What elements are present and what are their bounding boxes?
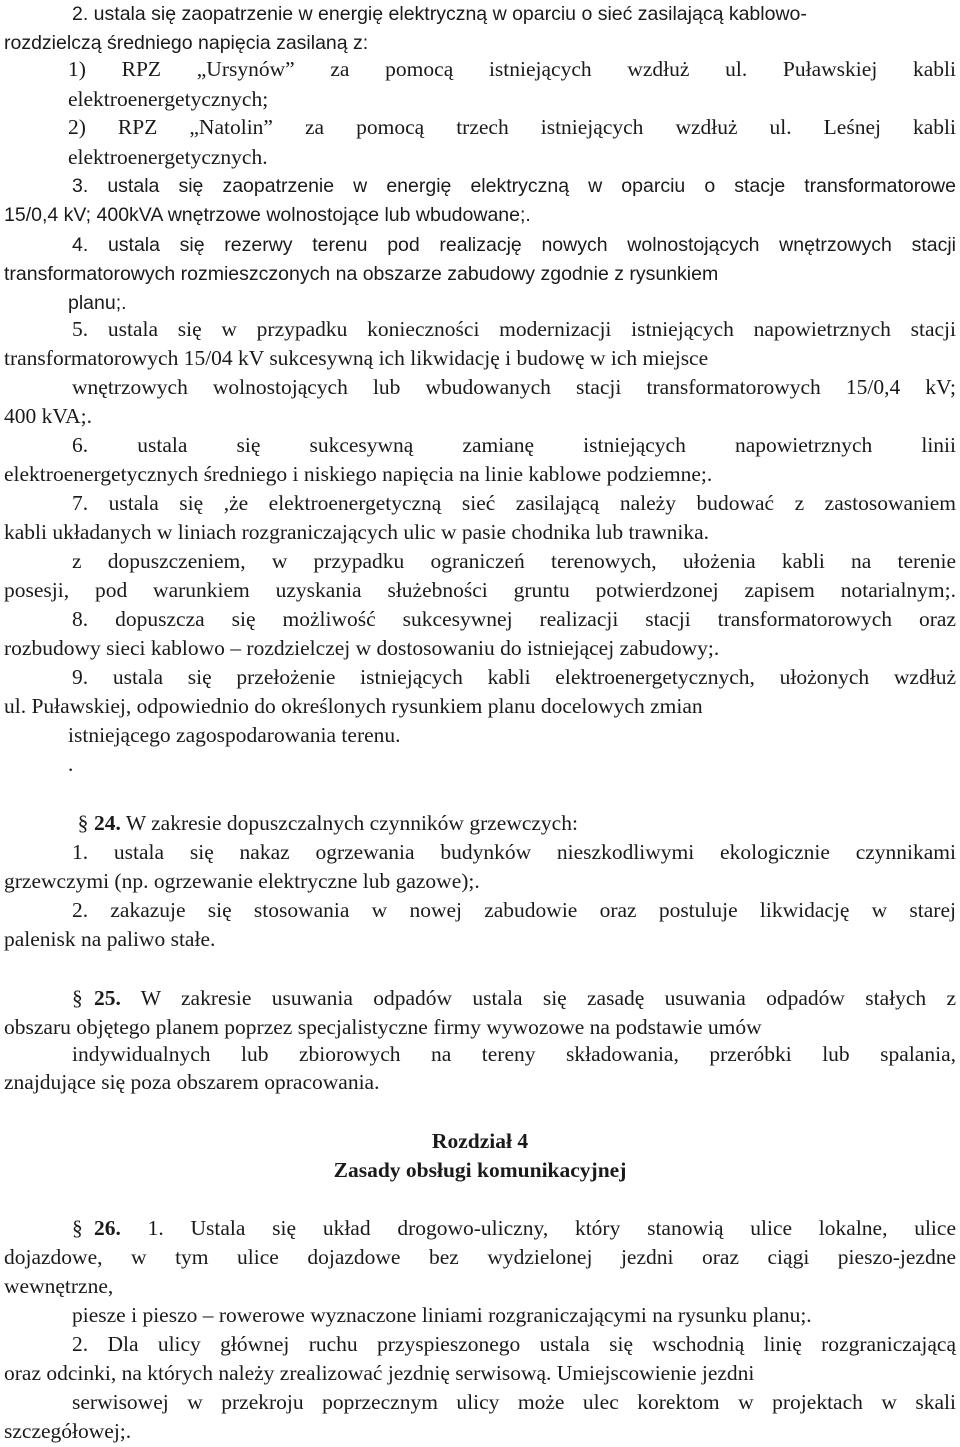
line-text: serwisowej w przekroju poprzecznym ulicy może ulec korektom w projektach w skali bbox=[72, 1390, 956, 1414]
line-text: 2) RPZ „Natolin” za pomocą trzech istniejących wzdłuż ul. Leśnej kabli bbox=[68, 115, 956, 139]
text-line bbox=[72, 489, 956, 518]
line-text: 1. Ustala się układ drogowo-uliczny, który stanowią ulice lokalne, ulice bbox=[120, 1216, 956, 1240]
chapter-heading bbox=[0, 1156, 960, 1185]
text-line bbox=[68, 289, 944, 318]
line-text: kabli układanych w liniach rozgraniczających ulic w pasie chodnika lub trawnika. bbox=[4, 520, 710, 544]
text-line bbox=[72, 0, 944, 29]
text-line bbox=[4, 1068, 944, 1097]
text-line bbox=[68, 85, 944, 114]
line-text: 9. ustala się przełożenie istniejących kabli elektroenergetycznych, ułożonych wzdłuż bbox=[72, 665, 956, 689]
line-text: obszaru objętego planem poprzez specjalistyczne firmy wywozowe na podstawie umów bbox=[4, 1015, 762, 1039]
text-line bbox=[4, 1272, 944, 1301]
text-line bbox=[68, 113, 956, 142]
text-line bbox=[4, 1013, 944, 1042]
text-line bbox=[4, 402, 944, 431]
line-text: posesji, pod warunkiem uzyskania służebności gruntu potwierdzonej zapisem notarialnym;. bbox=[4, 578, 956, 602]
text-line bbox=[4, 576, 956, 605]
line-text: Rozdział 4 bbox=[431, 1129, 529, 1153]
line-text: 8. dopuszcza się możliwość sukcesywnej realizacji stacji transformatorowych oraz bbox=[72, 607, 956, 631]
line-text: Zasady obsługi komunikacyjnej bbox=[333, 1158, 627, 1182]
text-line bbox=[72, 1388, 956, 1417]
text-line bbox=[4, 518, 944, 547]
line-text: 2. ustala się zaopatrzenie w energię elektryczną w oparciu o sieć zasilającą kablowo- bbox=[72, 3, 807, 25]
section-heading-line bbox=[72, 984, 956, 1013]
line-text: W zakresie usuwania odpadów ustala się zasadę usuwania odpadów stałych z bbox=[120, 986, 956, 1010]
line-text: 6. ustala się sukcesywną zamianę istniejących napowietrznych linii bbox=[72, 433, 956, 457]
line-text: 7. ustala się ,że elektroenergetyczną sieć zasilającą należy budować z zastosowaniem bbox=[72, 491, 956, 515]
text-line bbox=[72, 231, 956, 260]
line-text: 4. ustala się rezerwy terenu pod realizację nowych wolnostojących wnętrzowych stacji bbox=[72, 234, 956, 256]
text-line bbox=[72, 547, 956, 576]
text-line bbox=[4, 344, 944, 373]
line-text: palenisk na paliwo stałe. bbox=[4, 927, 216, 951]
line-text: 2. zakazuje się stosowania w nowej zabudowie oraz postuluje likwidację w starej bbox=[72, 898, 956, 922]
text-line bbox=[72, 172, 956, 201]
text-line bbox=[68, 143, 944, 172]
text-line bbox=[4, 29, 944, 58]
text-line bbox=[4, 925, 944, 954]
text-line bbox=[4, 201, 944, 230]
line-text: 5. ustala się w przypadku konieczności modernizacji istniejących napowietrznych stacji bbox=[72, 317, 956, 341]
line-text: istniejącego zagospodarowania terenu. bbox=[68, 723, 401, 747]
line-text: . bbox=[68, 752, 74, 776]
line-text: elektroenergetycznych. bbox=[68, 145, 268, 169]
line-text: rozdzielczą średniego napięcia zasilaną z: bbox=[4, 32, 369, 54]
line-text: transformatorowych 15/04 kV sukcesywną ich likwidację i budowę w ich miejsce bbox=[4, 346, 709, 370]
section-heading-line bbox=[72, 809, 944, 838]
chapter-heading bbox=[0, 1127, 960, 1156]
section-sign-icon: § bbox=[72, 986, 83, 1010]
line-text: 2. Dla ulicy głównej ruchu przyspieszonego ustala się wschodnią linię rozgraniczającą bbox=[72, 1332, 956, 1356]
text-line bbox=[72, 373, 956, 402]
section-sign-icon: § bbox=[72, 1216, 83, 1240]
line-text: wnętrzowych wolnostojących lub wbudowanych stacji transformatorowych 15/0,4 kV; bbox=[72, 375, 956, 399]
line-text: 1) RPZ „Ursynów” za pomocą istniejących wzdłuż ul. Puławskiej kabli bbox=[68, 57, 956, 81]
line-text: wewnętrzne, bbox=[4, 1274, 114, 1298]
line-text: transformatorowych rozmieszczonych na obszarze zabudowy zgodnie z rysunkiem bbox=[4, 263, 719, 285]
section-heading-line bbox=[72, 1214, 956, 1243]
line-text: rozbudowy sieci kablowo – rozdzielczej w dostosowaniu do istniejącej zabudowy;. bbox=[4, 636, 720, 660]
text-line bbox=[72, 605, 956, 634]
text-line bbox=[72, 838, 956, 867]
text-line bbox=[68, 750, 944, 779]
section-sign-icon: § bbox=[77, 811, 89, 835]
text-line bbox=[68, 721, 944, 750]
line-text: elektroenergetycznych; bbox=[68, 87, 269, 111]
line-text: znajdujące się poza obszarem opracowania. bbox=[4, 1070, 380, 1094]
text-line bbox=[72, 1040, 956, 1069]
text-line bbox=[4, 1417, 944, 1446]
section-number: 25. bbox=[94, 986, 121, 1010]
text-line bbox=[72, 431, 956, 460]
text-line bbox=[72, 663, 956, 692]
text-line bbox=[4, 867, 944, 896]
line-text: ul. Puławskiej, odpowiednio do określonych rysunkiem planu docelowych zmian bbox=[4, 694, 703, 718]
line-text: z dopuszczeniem, w przypadku ograniczeń terenowych, ułożenia kabli na terenie bbox=[72, 549, 956, 573]
line-text: szczegółowej;. bbox=[4, 1419, 132, 1443]
text-line bbox=[4, 634, 944, 663]
section-number: 26. bbox=[94, 1216, 121, 1240]
line-text: dojazdowe, w tym ulice dojazdowe bez wydzielonej jezdni oraz ciągi pieszo-jezdne bbox=[4, 1245, 956, 1269]
text-line bbox=[4, 1243, 956, 1272]
text-line bbox=[72, 315, 956, 344]
line-text: planu;. bbox=[68, 292, 127, 314]
line-text: piesze i pieszo – rowerowe wyznaczone liniami rozgraniczającymi na rysunku planu;. bbox=[72, 1303, 812, 1327]
line-text: W zakresie dopuszczalnych czynników grzewczych: bbox=[120, 811, 578, 835]
text-line bbox=[4, 260, 944, 289]
line-text: indywidualnych lub zbiorowych na tereny składowania, przeróbki lub spalania, bbox=[72, 1042, 956, 1066]
text-line bbox=[4, 692, 944, 721]
text-line bbox=[72, 896, 956, 925]
line-text: elektroenergetycznych średniego i niskiego napięcia na linie kablowe podziemne;. bbox=[4, 462, 713, 486]
text-line bbox=[4, 1359, 944, 1388]
line-text: grzewczymi (np. ogrzewanie elektryczne lub gazowe);. bbox=[4, 869, 480, 893]
line-text: 15/0,4 kV; 400kVA wnętrzowe wolnostojące lub wbudowane;. bbox=[4, 204, 531, 226]
text-line bbox=[72, 1330, 956, 1359]
line-text: 400 kVA;. bbox=[4, 404, 93, 428]
line-text: 1. ustala się nakaz ogrzewania budynków nieszkodliwymi ekologicznie czynnikami bbox=[72, 840, 956, 864]
text-line bbox=[68, 55, 956, 84]
section-number: 24. bbox=[94, 811, 121, 835]
text-line bbox=[4, 460, 944, 489]
text-line bbox=[72, 1301, 944, 1330]
line-text: 3. ustala się zaopatrzenie w energię elektryczną w oparciu o stacje transformatorowe bbox=[72, 175, 956, 197]
line-text: oraz odcinki, na których należy zrealizować jezdnię serwisową. Umiejscowienie jezdni bbox=[4, 1361, 755, 1385]
